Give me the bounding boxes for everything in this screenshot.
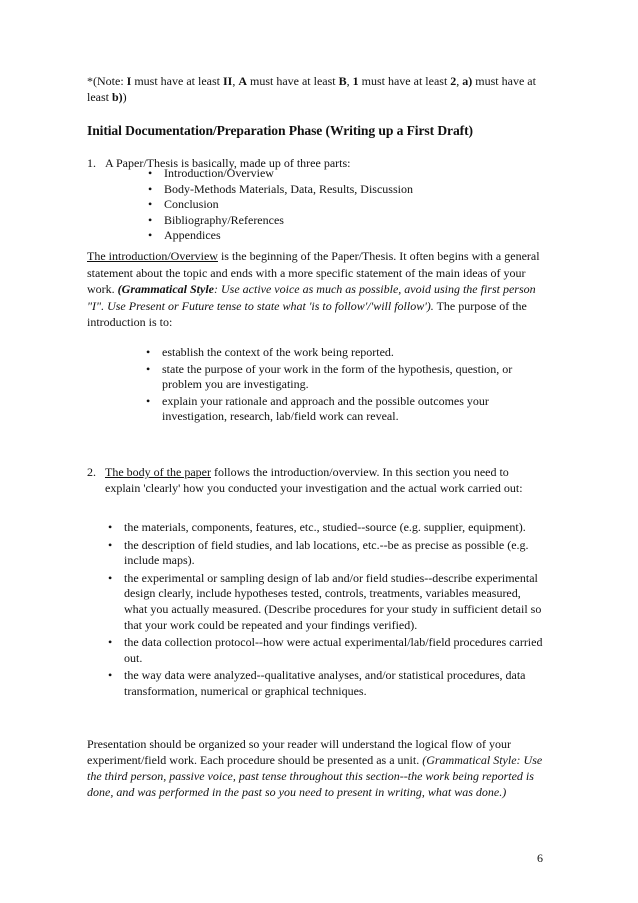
list-item: • explain your rationale and approach and the possible outcomes your investigation, research, lab/field work can reveal. [146, 393, 489, 424]
body-list [108, 520, 547, 700]
bullet-icon: • [108, 668, 113, 683]
list-item: • Appendices [148, 228, 221, 243]
purpose-list [146, 345, 547, 425]
list-item: • establish the context of the work being reported. [146, 345, 394, 359]
list-item: • Bibliography/References [148, 212, 284, 227]
bullet-icon: • [146, 393, 151, 408]
list-item: • the experimental or sampling design of lab and/or field studies--describe experimental design clearly, include hypotheses tested, controls, treatments, variables measured, what you actually measured. (Describe procedures for your study in sufficient detail so that your work could be repeated and your findings verified). [108, 570, 542, 632]
body-link-text: The body of the paper [105, 465, 211, 479]
section-2-intro: 2. The body of the paper follows the introduction/overview. In this section you need to explain 'clearly' how you conducted your investigation and the actual work carried out: [87, 465, 523, 495]
note-paragraph: *(Note: I must have at least II, A must have at least B, 1 must have at least 2, a) must have at least b)) [87, 74, 536, 104]
page-number: 6 [537, 851, 543, 865]
introduction-paragraph: The introduction/Overview is the beginning of the Paper/Thesis. It often begins with a general statement about the topic and ends with a more specific statement of the main ideas of your work. (Grammatical Style: Use active voice as much as possible, avoid using the first person "I". Use Present or Future tense to state what 'is to follow'/'will follow'). The purpose of the introduction is to: [87, 249, 540, 329]
bullet-icon: • [108, 570, 113, 585]
list-item: • state the purpose of your work in the form of the hypothesis, question, or problem you are investigating. [146, 361, 513, 392]
parts-list [148, 166, 413, 244]
list-item: • Introduction/Overview [148, 166, 274, 180]
list-item: • Body-Methods Materials, Data, Results, Discussion [148, 181, 413, 196]
section-2-number: 2. [87, 465, 96, 479]
list-item: • the description of field studies, and lab locations, etc.--be as precise as possible (e.g. include maps). [108, 537, 529, 568]
bullet-icon: • [148, 166, 153, 180]
section-title: Initial Documentation/Preparation Phase (Writing up a First Draft) [87, 123, 473, 138]
section-1-text: A Paper/Thesis is basically, made up of three parts: [105, 156, 351, 170]
bullet-icon: • [146, 345, 151, 359]
list-item: • the data collection protocol--how were actual experimental/lab/field procedures carried out. [108, 635, 543, 665]
bullet-icon: • [146, 361, 151, 376]
bullet-icon: • [108, 520, 113, 534]
bullet-icon: • [148, 181, 153, 196]
bullet-icon: • [148, 212, 153, 227]
bullet-icon: • [148, 228, 153, 243]
presentation-paragraph: Presentation should be organized so your reader will understand the logical flow of your experiment/field work. Each procedure should be presented as a unit. (Grammatical Style: Use the third person, passive voice, past tense throughout this section--the work being reported is done, and was performed in the past so you need to present in writing, what was done.) [87, 737, 543, 799]
bullet-icon: • [108, 635, 113, 650]
section-1-number: 1. [87, 156, 96, 170]
list-item: • the materials, components, features, etc., studied--source (e.g. supplier, equipment). [108, 520, 526, 534]
list-item: • Conclusion [148, 197, 219, 212]
introduction-link-text: The introduction/Overview [87, 249, 218, 263]
bullet-icon: • [108, 537, 113, 552]
bullet-icon: • [148, 197, 153, 212]
list-item: • the way data were analyzed--qualitative analyses, and/or statistical procedures, data transformation, numerical or graphical techniques. [108, 668, 526, 698]
